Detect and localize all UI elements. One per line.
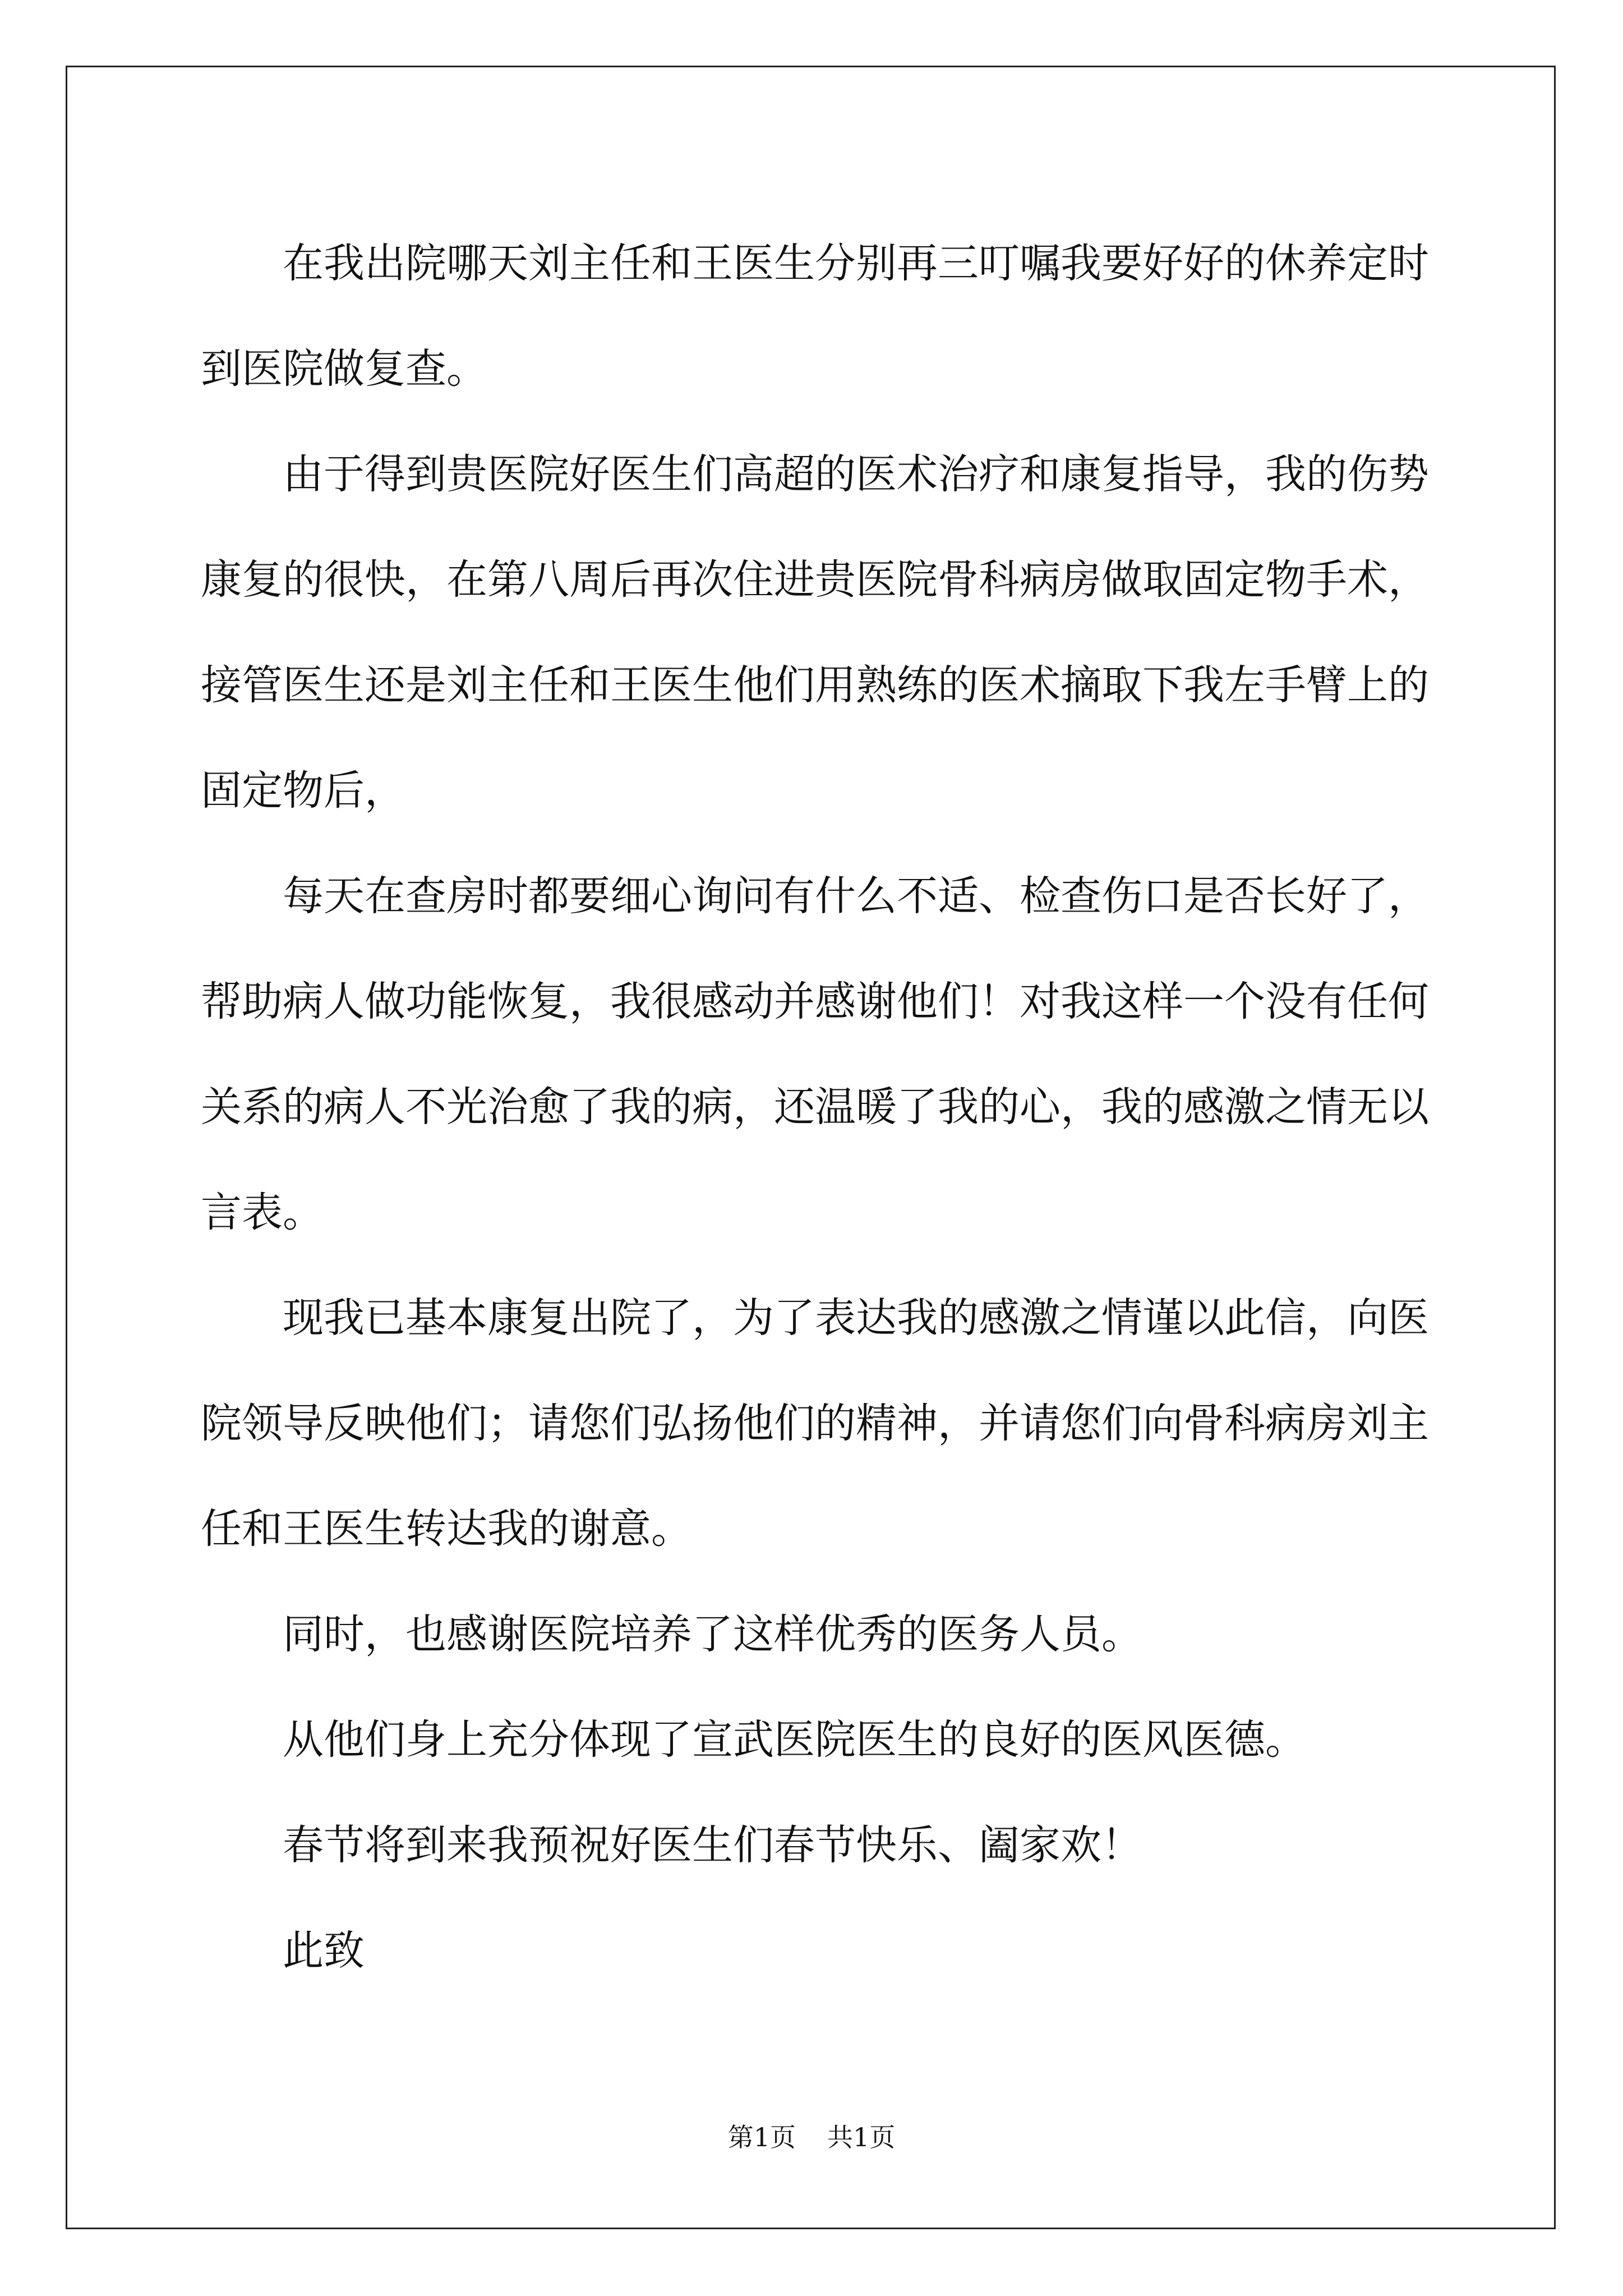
paragraph: 春节将到来我预祝好医生们春节快乐、阖家欢！: [283, 1821, 1142, 1869]
paragraph: 在我出院哪天刘主任和王医生分别再三叮嘱我要好好的休养定时到医院做复查。: [201, 240, 1429, 393]
page-number-total: 共1页: [827, 2122, 896, 2152]
page-number-current: 第1页: [727, 2122, 796, 2152]
closing-salutation: 此致: [283, 1927, 365, 1975]
page-footer: [0, 2120, 1623, 2154]
paragraph: 现我已基本康复出院了，为了表达我的感激之情谨以此信，向医院领导反映他们；请您们弘扬他们的精神，并请您们向骨科病房刘主任和王医生转达我的谢意。: [201, 1294, 1429, 1553]
paragraph: 从他们身上充分体现了宣武医院医生的良好的医风医德。: [283, 1716, 1306, 1764]
paragraph: 由于得到贵医院好医生们高超的医术治疗和康复指导，我的伤势康复的很快，在第八周后再次住进贵医院骨科病房做取固定物手术，接管医生还是刘主任和王医生他们用熟练的医术摘取下我左手臂上的固定物后，: [201, 450, 1429, 815]
letter-body: [201, 211, 1429, 2004]
paragraph: 每天在查房时都要细心询问有什么不适、检查伤口是否长好了，帮助病人做功能恢复，我很感动并感谢他们！对我这样一个没有任何关系的病人不光治愈了我的病，还温暖了我的心，我的感激之情无以言表。: [201, 872, 1429, 1236]
paragraph: 同时，也感谢医院培养了这样优秀的医务人员。: [283, 1611, 1142, 1658]
